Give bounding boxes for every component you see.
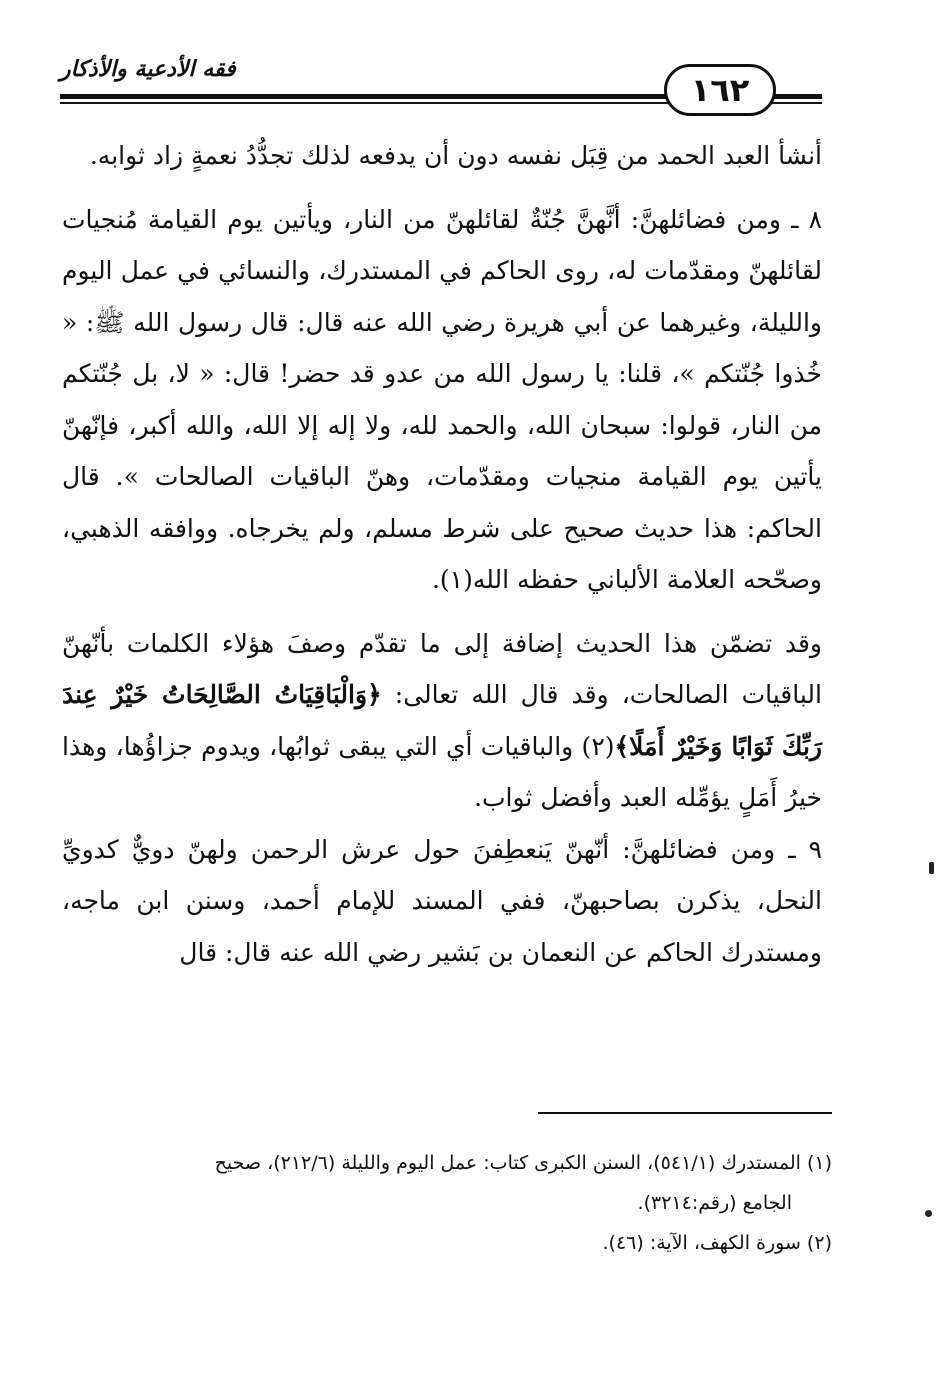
paragraph-virtue-9: ٩ ـ ومن فضائلهنَّ: أنّهنّ يَنعطِفنَ حول عرش الرحمن ولهنّ دويٌّ كدويِّ النحل، يذكرن بصاحبهنّ، ففي المسند للإمام أحمد، وسنن ابن ماجه، ومستدرك الحاكم عن النعمان بن بَشير رضي الله عنه قال: قال	[62, 834, 822, 967]
footnote-1-line-1: (١) المستدرك (٥٤١/١)، السنن الكبرى كتاب: عمل اليوم والليلة (٢١٢/٦)، صحيح	[214, 1152, 832, 1174]
main-text	[62, 130, 822, 978]
paragraph-continuation: أنشأ العبد الحمد من قِبَل نفسه دون أن يدفعه لذلك تجدُّدُ نعمةٍ زاد ثوابه.	[89, 141, 822, 170]
scan-mark	[929, 862, 934, 874]
running-book-title: فقه الأدعية والأذكار	[60, 56, 236, 82]
commentary-text-start: وقد تضمّن هذا الحديث إضافة إلى ما تقدّم وصفَ هؤلاء الكلمات بأنّهنّ الباقيات الصالحات، وقد قال الله تعالى:	[62, 628, 822, 709]
page-header	[60, 50, 822, 120]
quran-verse: ﴿وَالْبَاقِيَاتُ الصَّالِحَاتُ خَيْرٌ عِندَ رَبِّكَ ثَوَابًا وَخَيْرٌ أَمَلًا﴾	[62, 680, 822, 761]
paragraph-commentary	[62, 618, 822, 824]
commentary-text-end: (٢) والباقيات أي التي يبقى ثوابُها، ويدوم جزاؤُها، وهذا خيرُ أَمَلٍ يؤمِّله العبد وأفضل ثواب.	[62, 731, 822, 812]
footnote-separator	[538, 1112, 832, 1114]
footnote-1-line-2: الجامع (رقم:٣٢١٤).	[637, 1192, 792, 1214]
page-number-badge: ١٦٢	[664, 64, 776, 116]
scan-dot	[925, 1210, 932, 1217]
footnotes	[62, 1143, 832, 1263]
paragraph-virtue-8: ٨ ـ ومن فضائلهنَّ: أنَّهنَّ جُنّةٌ لقائلهنّ من النار، ويأتين يوم القيامة مُنجيات لقائلهنّ ومقدّمات له، روى الحاكم في المستدرك، والنسائي في عمل اليوم والليلة، وغيرهما عن أبي هريرة رضي الله عنه قال: قال رسول الله ﷺ: « خُذوا جُنّتكم »، قلنا: يا رسول الله من عدو قد حضر! قال: « لا، بل جُنّتكم من النار، قولوا: سبحان الله، والحمد لله، ولا إله إلا الله، والله أكبر، فإنّهنّ يأتين يوم القيامة منجيات ومقدّمات، وهنّ الباقيات الصالحات ». قال الحاكم: هذا حديث صحيح على شرط مسلم، ولم يخرجاه. ووافقه الذهبي، وصحّحه العلامة الألباني حفظه الله(١).	[62, 204, 822, 594]
footnote-2: (٢) سورة الكهف، الآية: (٤٦).	[602, 1232, 832, 1254]
